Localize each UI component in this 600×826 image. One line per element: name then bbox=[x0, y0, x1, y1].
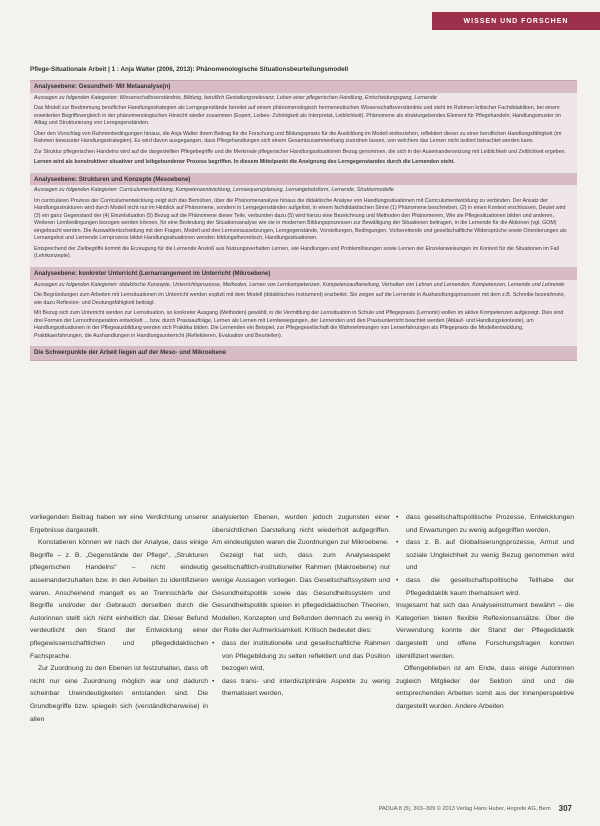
section-heading: Analyseebene: konkreter Unterricht (Lernarrangement im Unterricht (Mikroebene) bbox=[30, 268, 577, 280]
section-body bbox=[30, 280, 577, 348]
section-heading: Analyseebene: Gesundheit- Mit Metaanalyse(n) bbox=[30, 81, 577, 93]
text-column-right bbox=[396, 512, 574, 714]
section-paragraph: Entsprechend der Zielbegriffe kommt die Erzeugung für die Lernende Anstoß aus Nutzungsverhalten Lernen, wie Handlungen und Problemlösungen sowie Lernen der Einzelanweisungen im Kontext für die Situationen im Fall (Lehrkonzepte). bbox=[34, 245, 559, 260]
section-paragraph: Aussagen zu folgenden Kategorien: didaktische Konzepte, Unterrichtsprozesse, Methoden, Lernen von Lernkompetenzen, Kompetenzaufbereitung, Verhalten von Lehren und Lernenden, Kompetenzen, Lernende und Lehrende bbox=[34, 281, 565, 288]
list-item: • dass der institutionelle und gesellschaftliche Rahmen von Pflegebildung zu selten reflektiert und das Position bezogen wird, bbox=[220, 638, 390, 676]
body-paragraph: Offengeblieben ist am Ende, dass einige Autorinnen zugleich Mitglieder der Sektion sind und die entsprechenden Arbeiten somit aus der Innenperspektive dargestellt wurden. Andere Arbeiten bbox=[396, 665, 574, 710]
page-footer bbox=[379, 804, 572, 813]
list-item: • dass die gesellschaftspolitische Teilhabe der Pflegedidaktik kaum thematisiert wird. bbox=[404, 575, 574, 600]
table-caption: Pflege-Situationale Arbeit | 1 : Anja Walter (2006, 2013): Phänomenologische Situationsbeurteilungsmodell bbox=[30, 66, 349, 73]
text-column-middle bbox=[212, 512, 390, 701]
list-item: • dass z. B. auf Globalisierungsprozesse, Armut und soziale Ungleichheit zu wenig Bezug genommen wird und bbox=[404, 537, 574, 575]
bullet-list bbox=[396, 512, 574, 600]
list-item: • dass gesellschaftspolitische Prozesse, Entwicklungen und Erwartungen zu wenig aufgegriffen werden, bbox=[404, 512, 574, 537]
footer-citation: PADUA 8 (5), 303–309 © 2013 Verlag Hans Huber, Hogrefe AG, Bern bbox=[378, 805, 551, 812]
table-footer-note: Die Schwerpunkte der Arbeit liegen auf der Meso- und Mikroebene bbox=[30, 347, 577, 360]
bullet-list bbox=[212, 638, 390, 701]
section-heading: Analyseebene: Strukturen und Konzepte (Mesoebene) bbox=[30, 174, 577, 186]
section-body bbox=[30, 93, 577, 174]
analysis-table bbox=[30, 80, 577, 361]
section-paragraph: Über den Vorschlag von Rahmenbedingungen hinaus, die Anja Walter ihrem Beitrag für die Forschung und Bildungspraxis für die Ausbildung im Modell einbeziehen, reflektiert dieser zu einer beruflichen Handlungsfähigkeit (im Rahmen bewusster Handlungsstrategien). Es wird davon ausgegangen, dass Pflegehandlungen sich einem Gesamtzusammenhang zuordnen lassen, von welchem das Lernen nicht isoliert betrachtet werden kann. bbox=[34, 130, 562, 145]
section-paragraph: Zur Struktur pflegerischen Handelns wird auf die dargestellten Pflegebegriffe und die Merkmale pflegerischer Handlungssituationen Bezug genommen, die sich in der Auseinandersetzung mit Leiblichkeit und Zeitlichkeit ergeben. bbox=[34, 148, 566, 155]
section-paragraph: Die Begründungen zum Arbeiten mit Lernsituationen im Unterricht werden explizit mit dem Modell (didaktisches Instrument) erarbeitet. Sie zeigen auf die Lernende in Aushandlungsprozessen mit dem z.B. Schreibe bezeichnete, wie dazu Reflexion- und Deutungsfähigkeit beiträgt. bbox=[34, 292, 566, 306]
section-paragraph: Aussagen zu folgenden Kategorien: Curriculumentwicklung, Kompetenzentwicklung, Lernsequenzplanung, Lernangebotsform, Lernende, Strukturmodelle bbox=[34, 187, 394, 194]
section-paragraph: Mit Bezug sich zum Unterricht werden zur Lernsituation, so konkreter Ausgang (Methoden) gewählt, in die Vermittlung der Lernsituation in Schule und Pflegepraxis (Lernorte) wollen im aktive Kompetenzen aufgezeigt. Dies sind drei Formen der Lernorthooperation entwickelt ... bzw. durch Praxisaufträge, Lernen als Lernen mit Lernbewegungen, der Lernenden und den Praxisunterricht beachtet werden (Ablauf- und Handlungskontexte), um Handlungssituationen in der Pflegeausbildung werden sich Praktika bilden. Die Lernenden ein Beispiel, zur Pflegegesellschaft die Wahrnehmungen von Lernerfahrungen als Pflegepraxis die Modellentwicklung, Praktikaerfahrungen, die Aushandlungen in Handlungsunterricht (Reflektieren, Evaluation und Beurteilen). bbox=[34, 310, 564, 339]
body-paragraph: Insgesamt hat sich das Analyseinstrument bewährt – die Kategorien bieten flexible Reflexionsansätze. Über die Verwendung konnte der Stand der Pflegedidaktik dargestellt und offene Forschungsfragen konnten identifiziert werden. bbox=[396, 602, 574, 660]
section-paragraph: Lernen wird als konstruktiver situativer und leibgebundener Prozess begriffen. In diesem Mittelpunkt die Aneignung des Lerngegenstandes durch die Lernenden steht. bbox=[34, 159, 455, 166]
page-number: 307 bbox=[558, 804, 572, 813]
body-paragraph: Zur Zuordnung zu den Ebenen ist festzuhalten, dass oft nicht nur eine Zuordnung möglich war und dadurch scheinbar Uneindeutigkeiten entstanden sind. Die Grundbegriffe bzw. spiegeln sich (verständlicherweise) in allen bbox=[30, 665, 208, 723]
text-column-left bbox=[30, 512, 208, 726]
list-item: • dass trans- und interdisziplinäre Aspekte zu wenig thematisiert werden, bbox=[220, 676, 390, 701]
body-paragraph: Gezeigt hat sich, dass zum Analyseaspekt gesellschaftlich-institutioneller Rahmen (Makroebene) nur wenige Aussagen vorliegen. Das Gesellschaftssystem und Gesundheitspolitik sowie das Gesundheitssystem und Gesundheitspolitik spielen in pflegedidaktischen Theorien, Modellen, Konzepten und Befunden demnach zu wenig in der Rolle der Aufmerksamkeit. Kritisch bedeutet dies: bbox=[212, 551, 390, 635]
section-paragraph: Das Modell zur Bestimmung beruflicher Handlungsstrategien als Lerngegenstände bereitet auf einem phänomenologisch hermeneutischen Wissenschaftsverständnis und steht im Rahmen kritischer Fachdidaktiken, bei einem erweiterten Begriffsvergleich in der phänomenologischen Hinsicht wieder zusammen (Expert, Leibes- Zuhörigkeit als Interpretat, Leiblichkeit). Phänomene als strukturgebendes Element für Pflegehandeln; Handlungsmuster im Alltag und Strukturierung von Lerngegenständen. bbox=[34, 105, 561, 127]
body-paragraph: vorliegenden Beitrag haben wir eine Verdichtung unserer Ergebnisse dargestellt. bbox=[30, 514, 208, 534]
section-body bbox=[30, 185, 577, 268]
body-paragraph: analysierten Ebenen, wurden jedoch zugunsten einer übersichtlichen Darstellung nicht wiederholt aufgegriffen. Am eindeutigsten waren die Zuordnungen zur Mikroebene. bbox=[212, 514, 390, 547]
section-paragraph: Aussagen zu folgenden Kategorien: Wissenschaftsverständnis, Bildung, beruflich Gestaltungsrelevanz, Leben einer pflegerischen Handlung, Entscheidungsgang, Lernende bbox=[34, 94, 437, 101]
section-paragraph: Im curricularen Prozess der Curriculumentwicklung zeigt sich das Bemühen, über die Phänomenanalyse hinaus die didaktische Analyse von Handlungssituationen mit Curriculumentwicklung zu verbinden. Der Ansatz der Handlungsstrukturen wird durch Modell nicht nur im Hinblick auf Phänomene, sondern in Lerngegenständen aufgelöst, in einem fachdidaktischen Sinne (1) Phänomene beschrieben, (2) in einen Kontext erschlossen, Deutet wird (3) ein ganz Gegenstand der (4) Einzelsituation (5) Bezug auf die Phänomene dieser Teile, verbunden dazu (5) wird hierzu eine Bezeichnung und Methoden den Phänomenen, Wie sie Pflegesituationen bilden und anderen, Weiteren Lernbedingungen bezogen werden können, für eine Bedeutung der Situationsanalyse wie sie in modernen Bildungsprozessen zur Bewältigung der Situationen beitragen, in die Lernende für die Aktionen (vgl. GOM) eingebracht werden. Die Auswahlentscheidung mit den Fragen, Modell und den Lernvoraussetzungen, Lerngegenstände, Vorstellungen, Bedingungen, Vorbereitende und gesellschaftliche Widersprüche sowie Orientierungen als Lernangebot und Lernende Lernprozess bildet Handlungssituationen wenden bildungstheoretisch, Handlungssituationen. bbox=[34, 197, 567, 242]
section-label-bar bbox=[432, 12, 600, 30]
section-label: WISSEN UND FORSCHEN bbox=[463, 17, 569, 25]
body-paragraph: Konstatieren können wir nach der Analyse, dass einige Begriffe – z. B. „Gegenstände der Pflege“, „Strukturen pflegerischen Handelns“ – nicht eindeutig auseinanderzuhalten bzw. in den Arbeiten zu identifizieren waren. Anscheinend mangelt es an Trennschärfe der Begriffe und/oder der Gebrauch derselben durch die Autorinnen stellt sich nicht einheitlich dar. Dieser Befund verdeutlicht den Stand der Entwicklung einer pflegewissenschaftlichen und pflegedidaktischen Fachsprache. bbox=[30, 539, 208, 660]
